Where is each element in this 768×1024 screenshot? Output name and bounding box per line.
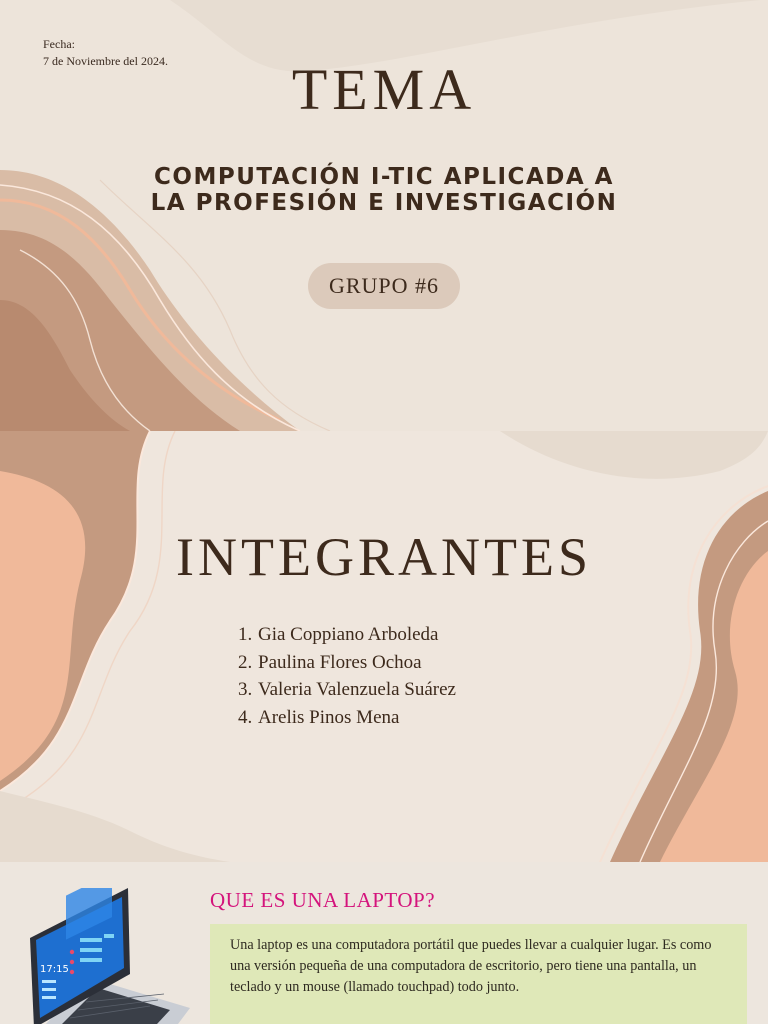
course-subtitle [0, 164, 768, 216]
member-name: Gia Coppiano Arboleda [258, 624, 439, 645]
list-item [238, 676, 456, 704]
member-name: Paulina Flores Ochoa [258, 651, 422, 673]
list-item [238, 649, 456, 677]
slide-title: TEMA [291, 57, 477, 122]
group-badge: GRUPO #6 [308, 263, 460, 309]
list-item [238, 704, 456, 732]
list-number: 1. [238, 624, 253, 645]
definition-text: Una laptop es una computadora portátil que puedes llevar a cualquier lugar. Es como una versión pequeña de una computadora de escritorio, pero tiene una pantalla, un teclado y un mouse (llamado touchpad) todo junto. [230, 937, 712, 995]
date-label: Fecha: [43, 37, 75, 51]
list-number: 4. [238, 706, 253, 728]
list-item [238, 621, 456, 649]
definition-box [210, 924, 747, 1024]
slide-laptop [0, 862, 768, 1024]
laptop-clock: 17:15 [40, 964, 69, 975]
slide-integrantes [0, 431, 768, 862]
subtitle-line-1: COMPUTACIÓN I-TIC APLICADA A [154, 164, 614, 190]
members-list [238, 621, 456, 731]
section-title: QUE ES UNA LAPTOP? [210, 888, 436, 912]
list-number: 3. [238, 679, 253, 700]
subtitle-line-2: LA PROFESIÓN E INVESTIGACIÓN [150, 190, 618, 216]
members-title: INTEGRANTES [176, 527, 592, 587]
list-number: 2. [238, 651, 253, 673]
member-name: Valeria Valenzuela Suárez [258, 679, 456, 700]
member-name: Arelis Pinos Mena [258, 706, 400, 728]
slide-tema [0, 0, 768, 431]
laptop-icon [20, 888, 200, 1024]
date-value: 7 de Noviembre del 2024. [43, 54, 168, 68]
